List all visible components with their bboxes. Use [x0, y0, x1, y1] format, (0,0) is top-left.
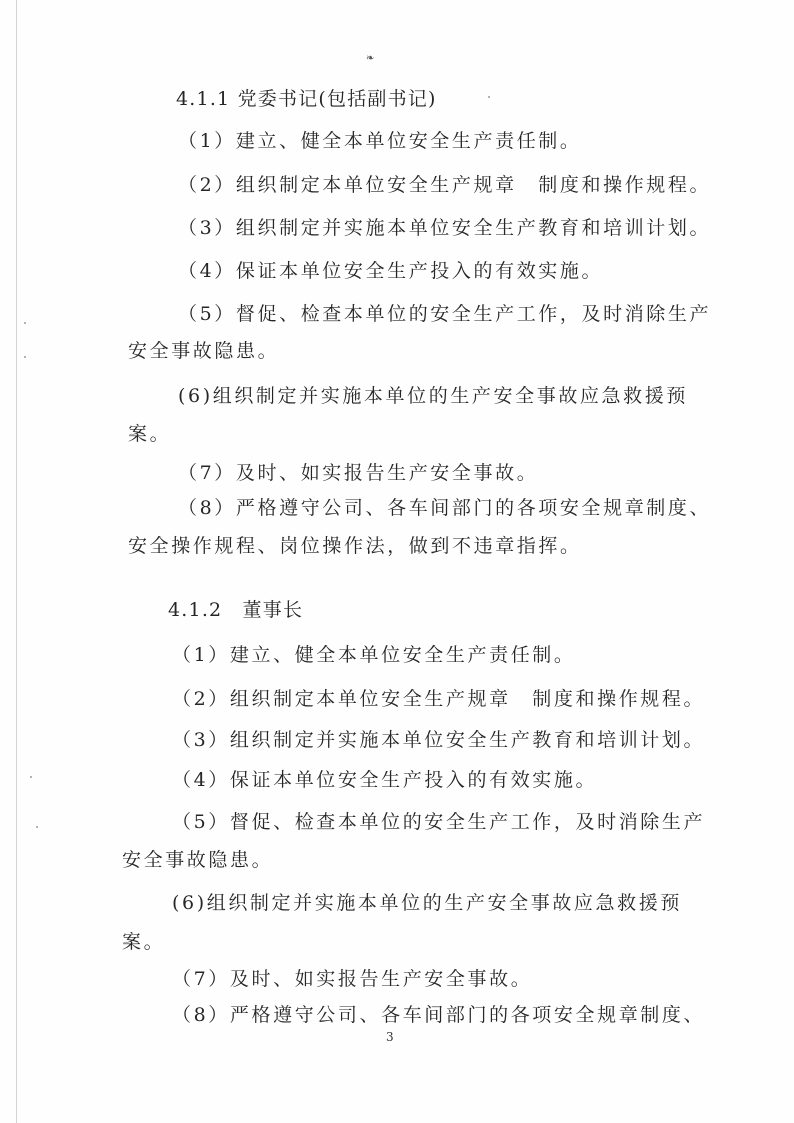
- duty-item-3: （3）组织制定并实施本单位安全生产教育和培训计划。: [172, 729, 706, 751]
- duty-item-6: (6)组织制定并实施本单位的生产安全事故应急救援预: [178, 385, 688, 407]
- scan-speck: [36, 826, 38, 828]
- duty-item-1: （1）建立、健全本单位安全生产责任制。: [172, 644, 576, 666]
- scan-speck: [488, 96, 490, 98]
- duty-item-8-continued: 安全操作规程、岗位操作法，做到不违章指挥。: [128, 535, 582, 557]
- duty-item-2: （2）组织制定本单位安全生产规章 制度和操作规程。: [172, 688, 706, 710]
- section-heading-chairman: 4.1.2 董事长: [168, 599, 304, 621]
- duty-item-5: （5）督促、检查本单位的安全生产工作，及时消除生产: [172, 811, 706, 833]
- section-heading-party-secretary: 4.1.1 党委书记(包括副书记): [176, 88, 437, 110]
- page-number: 3: [386, 1030, 394, 1044]
- duty-item-2: （2）组织制定本单位安全生产规章 制度和操作规程。: [178, 174, 712, 196]
- duty-item-5-continued: 安全事故隐患。: [128, 340, 280, 362]
- duty-item-8: （8）严格遵守公司、各车间部门的各项安全规章制度、: [172, 1004, 706, 1026]
- duty-item-6: (6)组织制定并实施本单位的生产安全事故应急救援预: [172, 892, 682, 914]
- duty-item-4: （4）保证本单位安全生产投入的有效实施。: [178, 260, 604, 282]
- duty-item-6-continued: 案。: [128, 423, 172, 445]
- duty-item-5: （5）督促、检查本单位的安全生产工作，及时消除生产: [178, 303, 712, 325]
- duty-item-6-continued: 案。: [122, 931, 166, 953]
- duty-item-7: （7）及时、如实报告生产安全事故。: [172, 968, 533, 990]
- scan-speck-mark: ❧: [366, 53, 375, 64]
- duty-item-1: （1）建立、健全本单位安全生产责任制。: [178, 130, 582, 152]
- scan-speck: [30, 776, 32, 778]
- duty-item-4: （4）保证本单位安全生产投入的有效实施。: [172, 769, 598, 791]
- duty-item-8: （8）严格遵守公司、各车间部门的各项安全规章制度、: [178, 497, 712, 519]
- scan-edge-line: [16, 0, 17, 1123]
- duty-item-5-continued: 安全事故隐患。: [122, 849, 274, 871]
- scan-speck: [24, 356, 26, 358]
- duty-item-3: （3）组织制定并实施本单位安全生产教育和培训计划。: [178, 217, 712, 239]
- duty-item-7: （7）及时、如实报告生产安全事故。: [178, 462, 539, 484]
- scan-speck: [24, 322, 26, 324]
